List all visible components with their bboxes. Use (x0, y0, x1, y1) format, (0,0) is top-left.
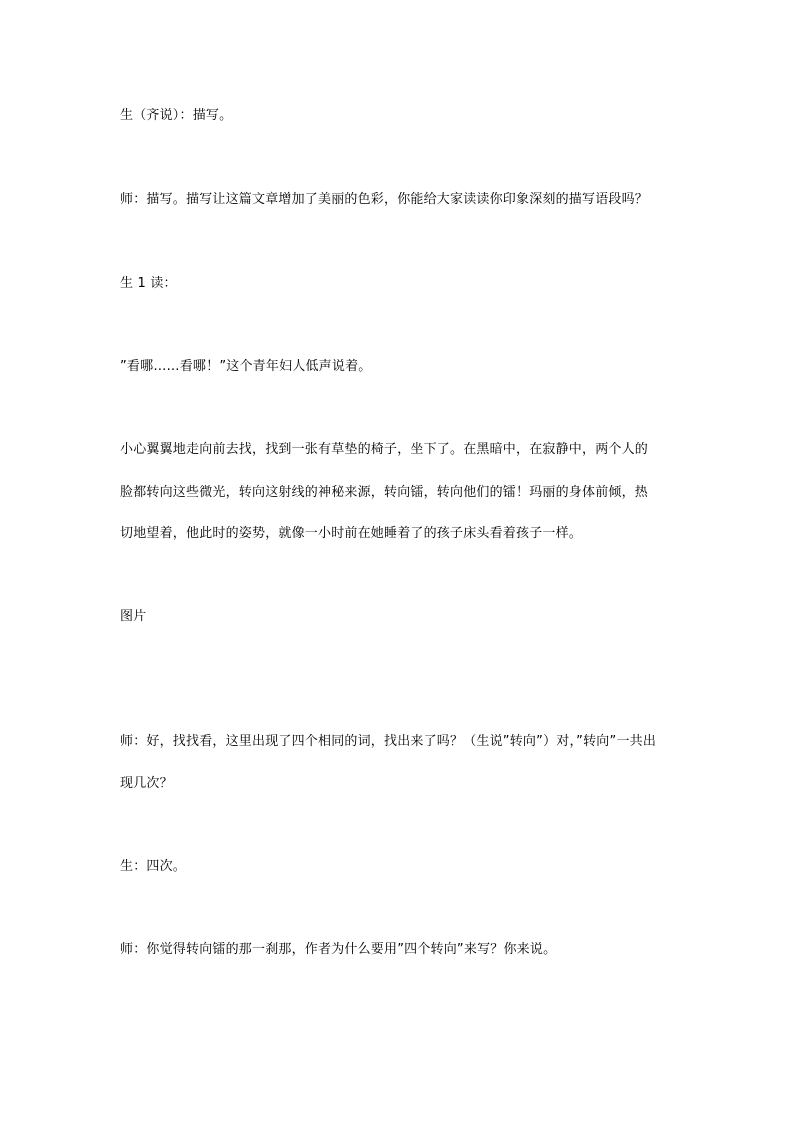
teacher-line-1-continued: 现几次？ (120, 776, 173, 791)
student-read-line: 生 1 读： (120, 276, 177, 291)
passage-line-1: 小心翼翼地走向前去找，找到一张有草垫的椅子，坐下了。在黑暗中，在寂静中，两个人的 (120, 442, 649, 457)
image-placeholder-label: 图片 (120, 609, 147, 624)
passage-line-3: 切地望着，他此时的姿势，就像一小时前在她睡着了的孩子床头看着孩子一样。 (120, 526, 583, 541)
teacher-line-1: 师：好，找找看，这里出现了四个相同的词，找出来了吗？（生说”转向”）对，”转向”一共出 (120, 734, 657, 749)
teacher-question-line: 师：描写。描写让这篇文章增加了美丽的色彩，你能给大家读读你印象深刻的描写语段吗？ (120, 192, 649, 207)
passage-line-2: 脸都转向这些微光，转向这射线的神秘来源，转向镭，转向他们的镭！玛丽的身体前倾，热 (120, 485, 649, 500)
student-chorus-line: 生（齐说）：描写。 (120, 108, 233, 123)
teacher-line-2: 师：你觉得转向镭的那一刹那，作者为什么要用”四个转向”来写？你来说。 (120, 942, 557, 957)
student-answer-line: 生：四次。 (120, 859, 187, 874)
quote-line: ”看哪……看哪！”这个青年妇人低声说着。 (120, 359, 372, 374)
